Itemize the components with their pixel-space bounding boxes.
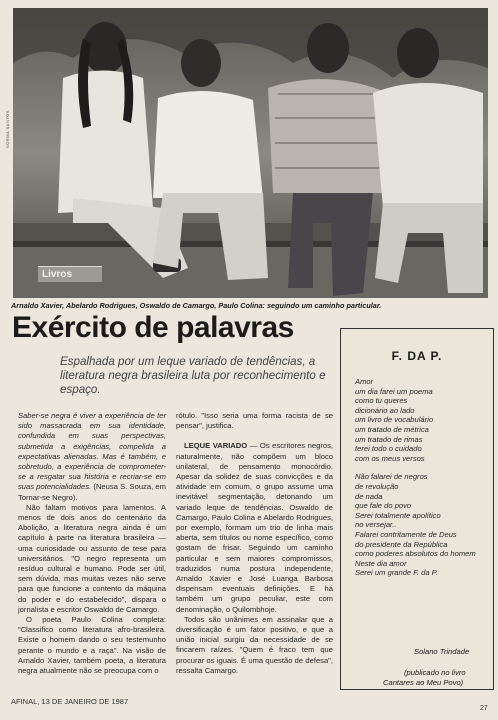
poem-line: dicionário ao lado: [355, 405, 415, 415]
poem-line: no versejar..: [355, 520, 397, 530]
epigraph-source: (Neusa S. Souza, em Tornar-se Negro).: [18, 482, 166, 502]
epigraph: [18, 411, 166, 503]
poem-line: Não falarei de negros: [355, 472, 428, 482]
photo-caption: Arnaldo Xavier, Abelardo Rodrigues, Oswaldo de Camargo, Paulo Colina: seguindo um caminho particular.: [11, 301, 382, 310]
poem-line: terei todo o cuidado: [355, 444, 422, 454]
paragraph: Não faltam motivos para lamentos. A menos de dois anos do centenário da Abolição, a literatura negra ainda é um capítulo à parte na literatura brasileira — uma curiosidade ou assunto de tese para universitários. "O negro representa um resíduo cultural e humano. Pode ser útil, sem dúvida, mas muitas vezes não serve para que funcione a contento da máquina do poder e do estabelecido", dispara o jornalista e escritor Oswaldo de Camargo.: [18, 502, 166, 614]
photo-illustration: [13, 8, 488, 298]
poem-line: do presidente da República: [355, 539, 448, 549]
poem-line: um tratado de métrica: [355, 424, 429, 434]
page-number: 27: [480, 705, 488, 712]
section-tag: Livros: [38, 266, 102, 282]
poem-line: como tu queres: [355, 396, 408, 406]
poem-line: Amor: [355, 377, 374, 386]
article-column-2: [176, 411, 333, 676]
poem-line: Falarei contritamente de Deus: [355, 529, 457, 539]
poem-line: Serei totalmente apolítico: [355, 510, 441, 520]
article-column-1: [18, 411, 166, 676]
poem-line: um tratado de rimas: [355, 434, 423, 444]
magazine-date: AFINAL, 13 DE JANEIRO DE 1987: [11, 697, 129, 706]
paragraph: rótulo. "Isso seria uma forma racista de se pensar", justifica.: [176, 411, 333, 431]
poem-line: que fale do povo: [355, 501, 412, 511]
poem-title: F. DA P.: [391, 349, 443, 363]
photo-credit: NORMA SANTOS: [5, 110, 10, 149]
poem-line: como poderes absolutos do homem: [355, 549, 476, 559]
poem-source-line-1: (publicado no livro: [404, 668, 466, 677]
poem-source-line-2: Cantares ao Meu Povo): [383, 678, 464, 687]
subhead-leque-variado: LEQUE VARIADO: [184, 441, 248, 451]
paragraph: O poeta Paulo Colina completa: "Classifico como literatura afro-brasileira. Existe o homem dando o seu testemunho perante o mundo e a raça". Na visão de Arnaldo Xavier, também poeta, a literatura negra atualmente não se preocupa com o: [18, 615, 166, 676]
poem-author: Solano Trindade: [414, 647, 470, 656]
poem-body: [355, 377, 491, 578]
poem-line: um livro de vocabulário: [355, 415, 434, 425]
paragraph: Todos são unânimes em assinalar que a diversificação é um fator positivo, e que a união inicial surgiu da necessidade de se fincarem raízes. "Quem é fraco tem que procurar os iguais. É uma questão de defesa", ressalta Camargo.: [176, 614, 333, 675]
poem-line: com os meus versos: [355, 453, 425, 463]
epigraph-quote: Saber-se negra é viver a experiência de ter sido massacrada em sua identidade, confundida em suas perspectivas, submetida a exigências, compelida a expectativas alienadas. Mas é também, e sobretudo, a experiência de comprometer-se a resgatar sua história e recriar-se em suas potencialidades.: [18, 411, 166, 492]
poem-line: Neste dia amor: [355, 558, 407, 568]
article-subtitle: Espalhada por um leque variado de tendências, a literatura negra brasileira luta por reconhecimento e espaço.: [60, 355, 326, 396]
paragraph: LEQUE VARIADO — Os escritores negros, naturalmente, não compõem um bloco unilateral, de pensamento monocórdio. Apesar da solidez de suas convicções e da atividade em comum, o grupo assume uma inevitável segmentação, detonando um variado leque de tendências. Oswaldo de Camargo, Paulo Colina e Abelardo Rodrigues, por exemplo, formam um trio de linha mais aberta, sem títulos ou nome específico, como gostam de frisar. Seguindo um caminho particular e sem maiores compromissos, traduzidos numa postura independente, Arnaldo Xavier e José Luanga Barbosa dispensam eventuais definições. E há também um grupo peculiar, este com denominação, o Quilombhoje.: [176, 441, 333, 614]
poem-line: de nada: [355, 491, 383, 501]
poem-line: de revolução: [355, 481, 399, 491]
poem-line: Serei um grande F. da P.: [355, 568, 438, 578]
group-photo: [13, 8, 488, 298]
poem-line: um dia farei um poema: [355, 386, 433, 396]
article-title: Exército de palavras: [12, 311, 294, 344]
